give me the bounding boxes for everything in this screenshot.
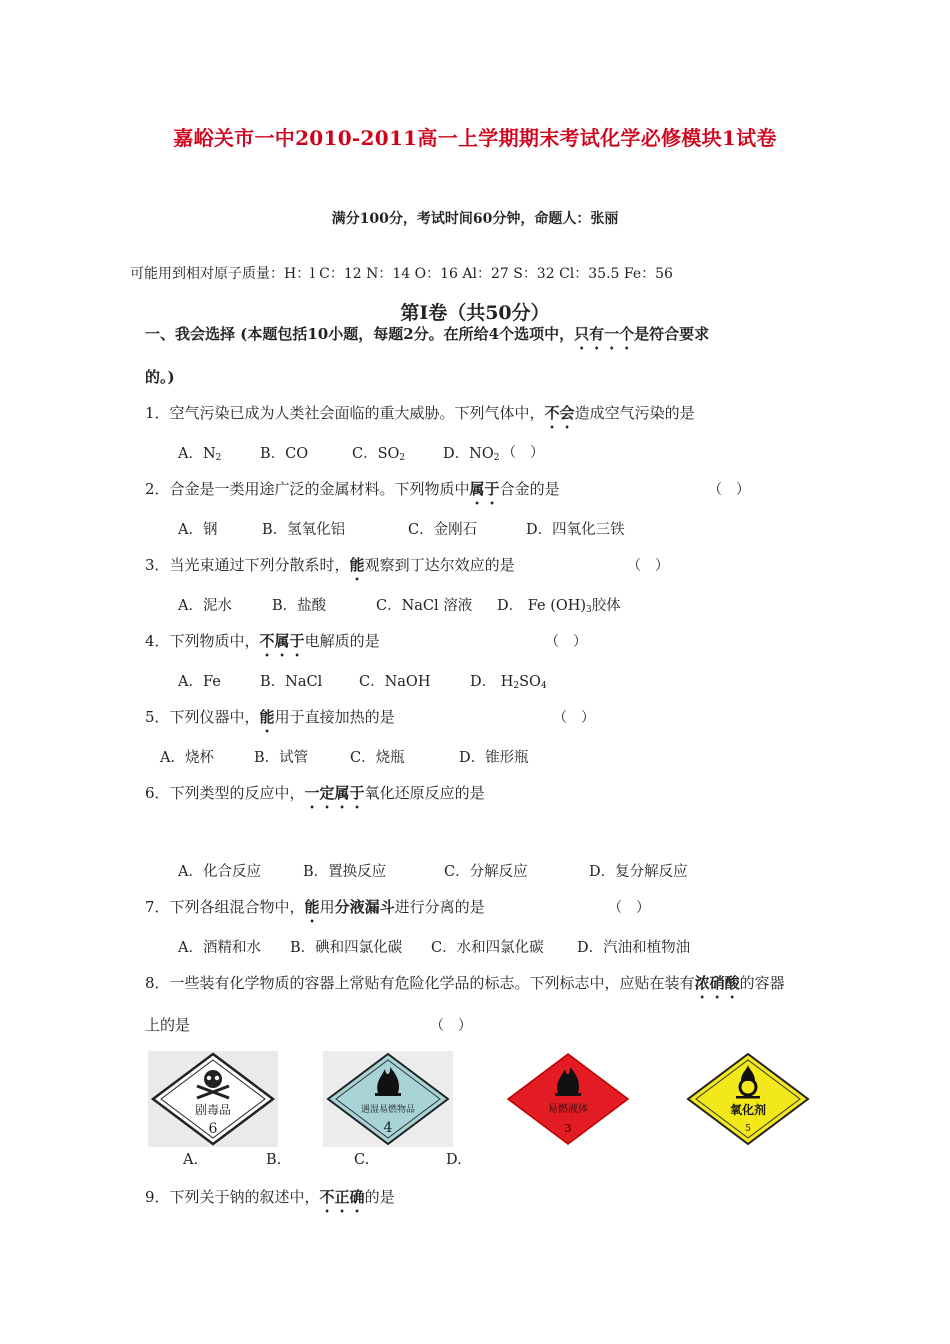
sign-label: 剧毒品 (194, 1103, 232, 1117)
option-c: C．分解反应 (444, 864, 528, 880)
option-d: D．汽油和植物油 (577, 940, 691, 956)
exam-info: 满分100分，考试时间60分钟，命题人：张丽 (331, 211, 619, 227)
option-c: C．水和四氯化碳 (431, 940, 544, 956)
option-b: B．碘和四氯化碳 (290, 940, 403, 956)
option-c: C. (354, 1152, 370, 1168)
answer-bracket: （ ） (608, 900, 650, 916)
answer-bracket: （ ） (553, 710, 595, 726)
question-6: 6．下列类型的反应中，一定属于氧化还原反应的是 (145, 784, 485, 802)
question-7: 7．下列各组混合物中，能用分液漏斗进行分离的是 (145, 898, 485, 916)
question-4: 4．下列物质中，不属于电解质的是 (145, 632, 380, 650)
question-5-options (0, 746, 950, 766)
question-8-cont: 上的是 (145, 1016, 191, 1034)
question-3-options (0, 594, 950, 614)
sign-number: 6 (208, 1121, 218, 1137)
question-5: 5．下列仪器中，能用于直接加热的是 (145, 708, 395, 726)
question-8: 8．一些装有化学物质的容器上常贴有危险化学品的标志。下列标志中，应贴在装有浓硝酸的容器 (145, 974, 785, 992)
sign-number: 5 (745, 1124, 751, 1134)
answer-bracket: （ ） (430, 1018, 472, 1034)
option-d: D．复分解反应 (589, 864, 688, 880)
option-b: B．NaCl (260, 674, 323, 690)
question-4-options (0, 670, 950, 690)
option-c: C．金刚石 (408, 522, 478, 538)
option-c: C．烧瓶 (350, 750, 405, 766)
question-3: 3．当光束通过下列分散系时，能观察到丁达尔效应的是 (145, 556, 515, 574)
option-a: A．钢 (178, 522, 218, 538)
option-d: D． Fe $(OH)_3$胶体 (497, 598, 621, 615)
sign-number: 3 (564, 1122, 572, 1135)
option-d: D． $H_2SO_4$ (470, 674, 547, 691)
sign-label: 遇湿易燃物品 (360, 1105, 416, 1115)
option-b: B．氢氧化铝 (262, 522, 346, 538)
option-a: A．$N_2$ (178, 446, 222, 463)
option-d: D．$NO_2$ (443, 446, 500, 463)
sign-label: 易燃液体 (548, 1104, 588, 1115)
question-2-options (0, 518, 950, 538)
answer-bracket: （ ） (627, 558, 669, 574)
option-d: D．锥形瓶 (459, 750, 529, 766)
option-b: B．盐酸 (272, 598, 327, 614)
option-b: B．置换反应 (303, 864, 387, 880)
question-7-options (0, 936, 950, 956)
option-a: A．化合反应 (178, 864, 261, 880)
option-a: A．烧杯 (160, 750, 214, 766)
option-b: B. (266, 1152, 282, 1168)
option-a: A．泥水 (178, 598, 232, 614)
option-b: B．CO (260, 446, 309, 462)
option-a: A. (183, 1152, 199, 1168)
hazard-sign-oxidizer (683, 1051, 813, 1147)
option-d: D. (446, 1152, 462, 1168)
question-1-options (0, 442, 950, 462)
sign-number: 4 (383, 1120, 393, 1136)
option-c: C．$SO_2$ (352, 446, 406, 463)
question-8-options (0, 1152, 950, 1172)
option-d: D．四氧化三铁 (526, 522, 625, 538)
option-c: C．NaCl 溶液 (376, 598, 473, 614)
question-2: 2．合金是一类用途广泛的金属材料。下列物质中属于合金的是 (145, 480, 560, 498)
section-instructions: 一、我会选择 (本题包括10小题，每题2分。在所给4个选项中，只有一个是符合要求 (145, 325, 710, 343)
part-title: 第Ⅰ卷（共50分） (400, 302, 550, 324)
atomic-masses: 可能用到相对原子质量：H：l C：12 N：14 O：16 Al：27 S：32 Cl：35.5 Fe：56 (130, 266, 673, 282)
answer-bracket: （ ） (708, 482, 750, 498)
hazard-sign-toxic (148, 1051, 278, 1147)
option-a: A．Fe (178, 674, 221, 690)
section-instructions-cont: 的。) (145, 368, 175, 386)
answer-bracket: （ ） (545, 634, 587, 650)
sign-label: 氧化剂 (729, 1103, 767, 1117)
option-a: A．酒精和水 (178, 940, 261, 956)
hazard-sign-dangerous-when-wet (323, 1051, 453, 1147)
page-title: 嘉峪关市一中2010-2011高一上学期期末考试化学必修模块1试卷 (173, 126, 777, 150)
hazard-sign-flammable-liquid (503, 1051, 633, 1147)
answer-bracket: （ ） (502, 445, 544, 461)
question-9: 9．下列关于钠的叙述中，不正确的是 (145, 1188, 395, 1206)
question-1: 1．空气污染已成为人类社会面临的重大威胁。下列气体中，不会造成空气污染的是 (145, 404, 695, 422)
option-b: B．试管 (254, 750, 309, 766)
option-c: C．NaOH (359, 674, 431, 690)
question-6-options (0, 860, 950, 880)
